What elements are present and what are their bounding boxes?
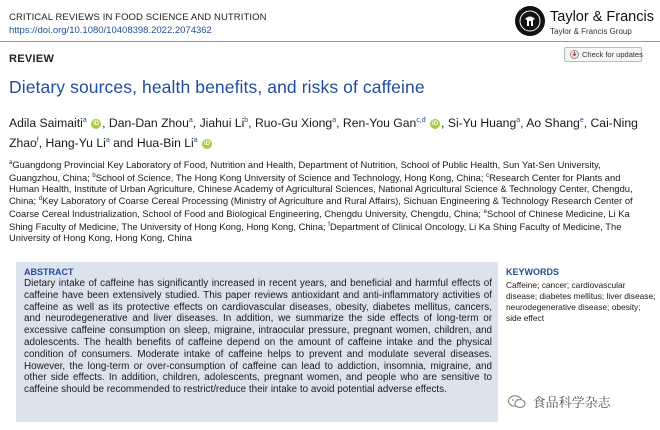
author-name[interactable]: Ao Shang [526,116,580,131]
affiliation-mark: e [483,209,487,215]
affiliation-mark: b [92,172,96,179]
affiliation-mark: c [486,172,490,179]
affiliation-text: School of Science, The Hong Kong University of Science and Technology, Hong Kong, China; [95,171,487,183]
author-separator: , [248,116,255,131]
header-divider [0,41,660,42]
publisher-logo-icon [515,6,545,36]
author-separator: , [102,116,109,131]
affiliation-text: Research Center for Plants and Human Health, Institute of Urban Agriculture, Chinese Academy of Agricultural Sciences, National Agricultural Science & Technology Center, Chengdu, China; [9,171,633,207]
author-separator: and [109,136,137,151]
orcid-icon[interactable]: iD [432,120,439,127]
author-name[interactable]: Ruo-Gu Xiong [254,116,333,131]
author-affiliation-mark: a [193,137,198,145]
author-list [9,112,639,152]
doi-link[interactable]: https://doi.org/10.1080/10408398.2022.2074362 [9,25,212,36]
author-affiliation-mark: a [188,117,193,124]
wechat-icon [508,395,526,412]
abstract-text: Dietary intake of caffeine has significantly increased in recent years, and beneficial and harmful effects of caffeine have been extensively studied. This paper reviews antioxidant and anti-inflammatory activities of caffeine as well as its protective effects on cardiovascular diseases, obesity, diabetes mellitus, cancers, and neurodegenerative and liver diseases. In addition, we summarize the side effects of long-term or excessive caffeine consumption on sleep, migraine, intraocular pressure, pregnant women, children, and adolescents. The health benefits of caffeine depend on the amount of caffeine intake and the physical condition of consumers. Moderate intake of caffeine helps to prevent and modulate several diseases. However, the long-term or over-consumption of caffeine can lead to addiction, insomnia, migraine, and other side effects. In addition, children, adolescents, pregnant women, and people who are sensitive to caffeine should be recommended to restrict/reduce their intake to avoid potential adverse effects. [24,278,492,396]
check-for-updates-button[interactable] [564,47,642,62]
author-separator: , [441,116,448,131]
author-name[interactable]: Hang-Yu Li [45,136,106,151]
author-name[interactable]: Ren-You Gan [342,116,417,131]
keywords-list: Caffeine; cancer; cardiovascular disease; diabetes mellitus; liver disease; neurodegenerative disease; obesity; side effect [506,280,656,323]
check-updates-label: Check for updates [582,50,643,59]
abstract-box [16,262,498,422]
author-name[interactable]: Jiahui Li [199,116,245,131]
author-separator: , [520,116,527,131]
author-name[interactable]: Dan-Dan Zhou [108,116,189,131]
author-separator: , [336,116,343,131]
section-label: REVIEW [9,53,55,65]
author-affiliation-mark: a [82,117,87,124]
affiliations [9,158,637,243]
publisher-logo[interactable] [515,6,655,40]
author-affiliation-mark: f [36,137,39,145]
author-name[interactable]: Adila Saimaiti [9,116,83,131]
article-title: Dietary sources, health benefits, and risks of caffeine [9,77,425,97]
journal-name: CRITICAL REVIEWS IN FOOD SCIENCE AND NUTRITION [9,12,267,23]
author-affiliation-mark: c,d [416,117,426,124]
orcid-icon[interactable]: iD [204,140,211,147]
check-updates-icon [570,50,579,61]
author-name[interactable]: Hua-Bin Li [136,136,194,151]
author-affiliation-mark: b [244,117,249,124]
watermark [508,392,611,412]
publisher-group: Taylor & Francis Group [550,27,632,36]
author-name[interactable]: Si-Yu Huang [447,116,517,131]
affiliation-text: Department of Clinical Oncology, Li Ka Shing Faculty of Medicine, The University of Hong Kong, Hong Kong, China [9,220,622,244]
watermark-text: 食品科学杂志 [532,395,611,410]
orcid-icon[interactable]: iD [93,120,100,127]
author-separator: , [192,116,200,131]
author-affiliation-mark: e [579,117,584,124]
affiliation-mark: a [9,160,13,166]
publisher-name: Taylor & Francis [550,9,654,25]
author-separator: , [583,116,591,131]
affiliation-mark: f [328,221,330,228]
keywords-heading: KEYWORDS [506,267,560,277]
affiliation-text: Key Laboratory of Coarse Cereal Processing (Ministry of Agriculture and Rural Affairs), Sichuan Engineering & Technology Research Center of Coarse Cereal Industrialization, School of Food and Biological Engineering, Chengdu University, Chengdu, China; [9,195,633,220]
affiliation-mark: d [38,196,43,203]
abstract-heading: ABSTRACT [24,267,74,277]
author-affiliation-mark: a [332,117,337,124]
author-separator: , [38,136,46,151]
author-name[interactable]: Cai-Ning Zhao [9,116,638,151]
author-affiliation-mark: a [105,137,110,145]
author-affiliation-mark: a [516,117,521,124]
affiliation-text: Guangdong Provincial Key Laboratory of Food, Nutrition and Health, Department of Nutrition, School of Public Health, Sun Yat-Sen University, Guangzhou, China; [9,159,601,183]
affiliation-text: School of Chinese Medicine, Li Ka Shing Faculty of Medicine, The University of Hong Kong, Hong Kong, China; [9,208,630,232]
